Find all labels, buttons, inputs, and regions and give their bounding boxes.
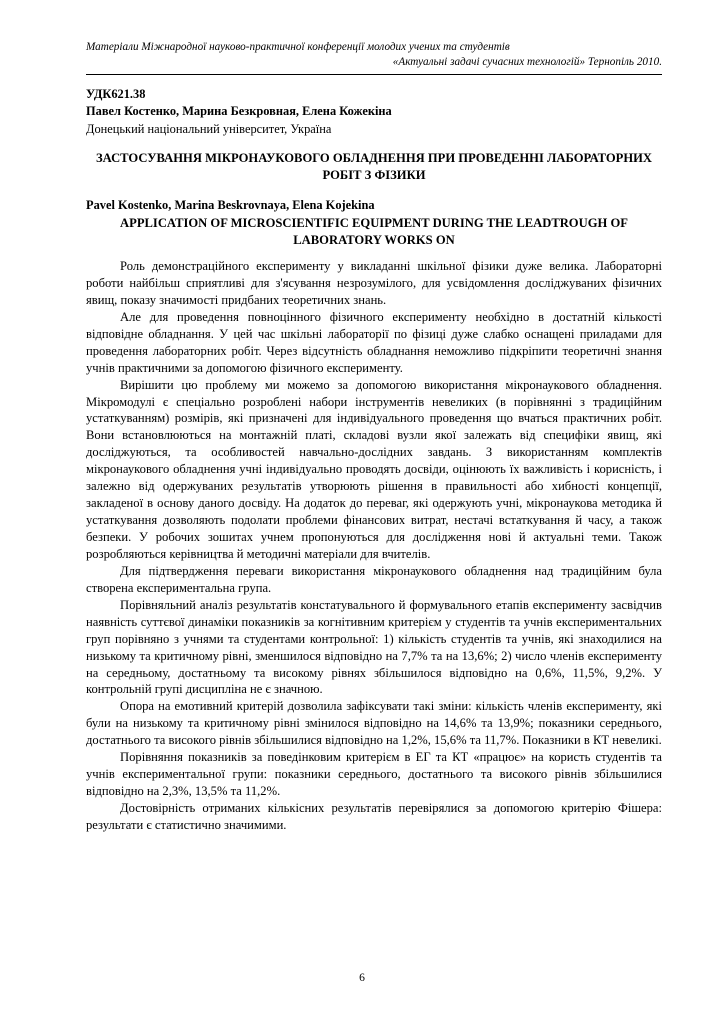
running-head [86,40,662,72]
udk-code: УДК621.38 [86,86,146,101]
header-divider [86,74,662,75]
paragraph: Достовірність отриманих кількісних результатів перевірялися за допомогою критерію Фішера: результати є статистично значимими. [86,801,662,832]
title-english: APPLICATION OF MICROSCIENTIFIC EQUIPMENT DURING THE LEADTROUGH OF LABORATORY WORKS ON [120,216,628,248]
authors-english: Pavel Kostenko, Marina Beskrovnaya, Elena Kojekina [86,197,375,212]
title-ukrainian: ЗАСТОСУВАННЯ МІКРОНАУКОВОГО ОБЛАДНЕННЯ ПРИ ПРОВЕДЕННІ ЛАБОРАТОРНИХ РОБІТ З ФІЗИКИ [95,150,653,182]
paragraph: Для підтвердження переваги використання мікронаукового обладнення над традиційним була створена експериментальна група. [86,563,662,595]
paragraph: Вирішити цю проблему ми можемо за допомогою використання мікронаукового обладнення. Мікромодулі є спеціально розроблені набори інструментів невеликих (в порівнянні з традиційним устаткуванням) розмірів, які призначені для індивідуального проведення що вчаться практичних робіт. Вони встановлюються на монтажній платі, складові вузли якої залежать від специфіки явищ, які досліджуються, та особливостей навчально-дослідних завдань. З використанням комплектів мікронаукового обладнення учні індивідуально проводять досвіди, оцінюють їх важливість і корисність, і залежно від одержуваних результатів утворюють рішення в правильності або хибності концепції, закладеної в основу даного досвіду. На додаток до переваг, які одержують учні, мікронаукова методика й устаткування дозволяють подолати проблеми фінансових витрат, нестачі встаткування й часу, а також безпеки. У робочих зошитах учнем пропонуються для дослідження нові й актуальні теми. Також розробляються керівництва й методичні матеріали для вчителів. [86,377,662,561]
running-head-line-2: «Актуальні задачі сучасних технологій» Тернопіль 2010. [392,55,662,68]
running-head-line-1: Матеріали Міжнародної науково-практичної конференції молодих учених та студентів [86,41,510,53]
paragraph: Порівняння показників за поведінковим критерієм в ЕГ та КТ «працює» на користь студентів та учнів експериментальної групи: показники середнього, достатнього та високого рівнів збільшилися відповідно на 2,3%, 13,5% та 11,2%. [86,750,662,799]
paragraph: Роль демонстраційного експерименту у викладанні шкільної фізики дуже велика. Лабораторні роботи найбільш сприятливі для з'ясування незрозумілого, для усвідомлення досліджуваних фізичних явищ, показу значимості придбаних теоретичних знань. [86,259,662,307]
paragraph: Опора на емотивний критерій дозволила зафіксувати такі зміни: кількість членів експерименту, які були на низькому та критичному рівні змінилося відповідно на 14,6% та 13,9%; показники середнього, достатнього та високого рівнів збільшилися відповідно на 1,2%, 15,6% та 11,7%. Показники в КТ невеликі. [86,699,662,748]
page-number: 6 [359,971,365,984]
affiliation: Донецький національний університет, Україна [86,122,332,137]
paragraph: Але для проведення повноцінного фізичного експерименту необхідно в достатній кількості відповідне обладнання. У цей час шкільні лабораторії по фізиці дуже слабко оснащені приладами для проведення лабораторних робіт. Через відсутність обладнання неможливо підкріпити теоретичні знання учнів практичними за допомогою фізичного експерименту. [86,309,662,375]
authors-ukrainian: Павел Костенко, Марина Безкровная, Елена Кожекіна [86,104,392,119]
paragraph: Порівняльний аналіз результатів констатувального й формувального етапів експерименту засвідчив наявність суттєвої динаміки показників за когнітивним критерієм у студентів та учнів експериментальних груп порівняно з учнями та студентами контрольної: 1) кількість студентів та учнів, які знаходилися на низькому та критичному рівні, зменшилося відповідно на 7,7% та на 13,6%; 2) число членів експерименту на середньому, достатньому та високому рівнях збільшилося відповідно на 0,6%, 11,5%, 9,2%. У контрольній групі дисципліна не є значною. [86,597,662,697]
article-body [86,258,662,834]
